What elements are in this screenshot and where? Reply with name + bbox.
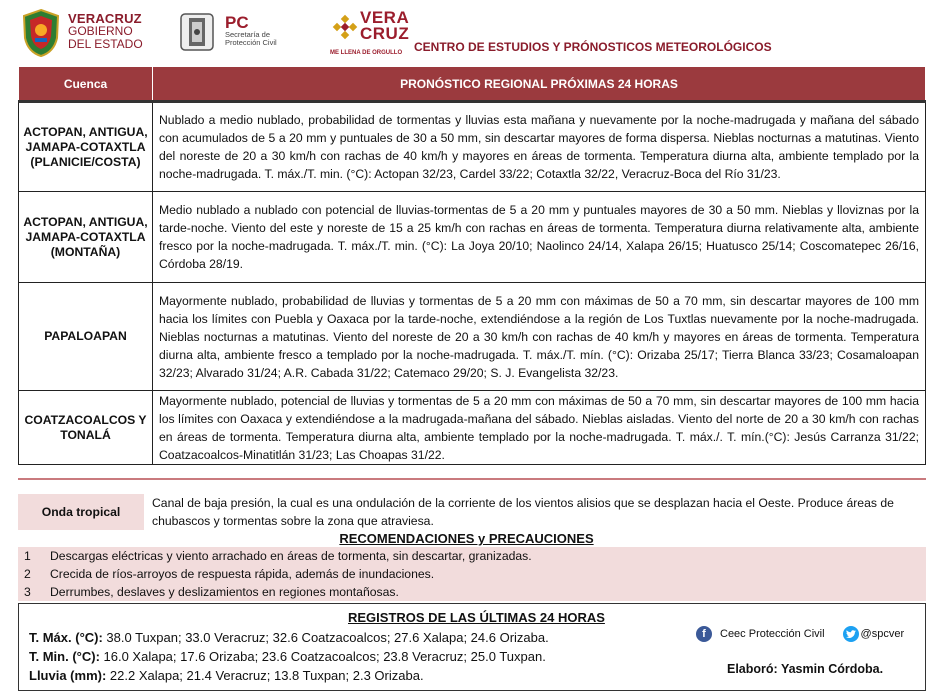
author-credit: Elaboró: Yasmin Córdoba. <box>727 662 884 676</box>
logo-vc-line1: VERA <box>360 8 410 27</box>
header <box>0 0 933 64</box>
logo-vc-tagline: ME LLENA DE ORGULLO <box>330 50 403 56</box>
logo-veracruz-line2: GOBIERNO <box>68 24 133 38</box>
basin-forecast-text: Mayormente nublado, probabilidad de lluvias y tormentas de 5 a 20 mm con máximas de 50 a 70 mm, sin descartar mayores de 100 mm hacia los límites con Puebla y Oaxaca por la tarde-noche, extendiéndose a la región de Los Tuxtlas nuevamente por la noche-madrugada. Nieblas nocturnas a matutinas. Viento del noreste de 20 a 30 km/h con rachas de 40 km/h y mayores en áreas de tormenta. Temperatura diurna alta, ambiente fresco a templado por la noche-madrugada. T. máx./T. mín. (°C): Orizaba 25/17; Tierra Blanca 33/23; Cosamaloapan 32/23; Alvarado 31/24; A.R. Cabada 31/22; Catemaco 29/20; S. J. Evangelista 32/23. <box>153 283 926 391</box>
record-tmax <box>29 628 549 647</box>
logo-vc-line2: CRUZ <box>360 24 410 43</box>
recommendations-title: RECOMENDACIONES y PRECAUCIONES <box>339 531 594 546</box>
column-header-basin: Cuenca <box>19 67 153 102</box>
twitter-handle[interactable]: @spcver <box>860 628 905 640</box>
basin-name: COATZACOALCOS Y TONALÁ <box>19 391 153 465</box>
forecast-table <box>18 66 926 465</box>
table-row <box>19 283 926 391</box>
records-lines <box>29 628 549 685</box>
facebook-handle[interactable]: Ceec Protección Civil <box>720 628 825 640</box>
veracruz-star-logo <box>331 14 359 44</box>
list-item-number: 1 <box>24 549 31 563</box>
record-tmin <box>29 647 549 666</box>
list-item <box>18 565 926 583</box>
records-title: REGISTROS DE LAS ÚLTIMAS 24 HORAS <box>348 610 605 625</box>
basin-name: PAPALOAPAN <box>19 283 153 391</box>
pc-seal-logo <box>177 10 217 54</box>
record-tmax-label: T. Máx. (°C): <box>29 630 103 645</box>
list-item-text: Descargas eléctricas y viento arrachado en áreas de tormenta, sin descartar, granizadas. <box>50 549 532 563</box>
list-item-number: 3 <box>24 585 31 599</box>
twitter-icon[interactable] <box>843 626 859 642</box>
list-item-text: Derrumbes, deslaves y deslizamientos en regiones montañosas. <box>50 585 399 599</box>
veracruz-brand-text <box>360 10 409 42</box>
center-title: CENTRO DE ESTUDIOS Y PRÓNOSTICOS METEOROLÓGICOS <box>414 40 772 54</box>
basin-name: ACTOPAN, ANTIGUA, JAMAPA-COTAXTLA (PLANICIE/COSTA) <box>19 102 153 192</box>
record-tmin-values: 16.0 Xalapa; 17.6 Orizaba; 23.6 Coatzacoalcos; 23.8 Veracruz; 25.0 Tuxpan. <box>99 649 546 664</box>
record-rain-label: Lluvia (mm): <box>29 668 107 683</box>
record-tmin-label: T. Min. (°C): <box>29 649 100 664</box>
social-links <box>696 626 904 642</box>
record-rain <box>29 666 549 685</box>
forecast-section <box>18 66 926 465</box>
basin-forecast-text: Medio nublado a nublado con potencial de lluvias-tormentas de 5 a 20 mm y puntuales mayores de 30 a 50 mm. Nieblas y lloviznas por la tarde-noche. Viento del este y noreste de 15 a 25 km/h con rachas en áreas de tormenta. Temperatura diurna relativamente alta, ambiente fresco por la noche-madrugada. T. máx./T. min. (°C): La Joya 20/10; Naolinco 24/14, Xalapa 26/15; Huatusco 25/14; Coscomatepec 26/16, Córdoba 28/19. <box>153 192 926 283</box>
forecast-header-row <box>19 67 926 102</box>
tropical-wave-text: Canal de baja presión, la cual es una ondulación de la corriente de los vientos alisios que se desplazan hacia el Oeste. Produce áreas de chubascos y tormentas sobre la zona que atraviesa. <box>152 496 894 528</box>
basin-name: ACTOPAN, ANTIGUA, JAMAPA-COTAXTLA (MONTAÑA) <box>19 192 153 283</box>
record-tmax-values: 38.0 Tuxpan; 33.0 Veracruz; 32.6 Coatzacoalcos; 27.6 Xalapa; 24.6 Orizaba. <box>102 630 549 645</box>
table-row <box>19 102 926 192</box>
logo-pc-line1: Secretaría de <box>225 30 271 39</box>
record-rain-values: 22.2 Xalapa; 21.4 Veracruz; 13.8 Tuxpan; 2.3 Orizaba. <box>106 668 424 683</box>
veracruz-shield-logo <box>20 8 62 58</box>
section-divider <box>18 478 926 480</box>
logo-pc-line2: Protección Civil <box>225 38 277 47</box>
logo-veracruz-line3: DEL ESTADO <box>68 37 143 51</box>
tropical-wave-section <box>18 494 926 530</box>
basin-forecast-text: Mayormente nublado, potencial de lluvias y tormentas de 5 a 20 mm con máximas de 50 a 70 mm, sin descartar mayores de 100 mm hacia los límites con Oaxaca y extendiéndose a la madrugada-mañana del sábado. Nieblas aisladas. Viento del norte de 20 a 30 km/h con rachas en áreas de tormenta. Temperatura diurna alta, ambiente templado por la noche-madrugada. T. máx./. T. mín.(°C): Jesús Carranza 31/22; Coatzacoalcos-Minatitlán 31/23; Las Choapas 31/22. <box>153 391 926 465</box>
records-box <box>18 603 926 691</box>
list-item <box>18 547 926 565</box>
records-title-row <box>19 609 927 627</box>
logo-pc-abbr: PC <box>225 13 249 32</box>
column-header-forecast: PRONÓSTICO REGIONAL PRÓXIMAS 24 HORAS <box>153 67 926 102</box>
table-row <box>19 192 926 283</box>
recommendations-list <box>18 547 926 601</box>
logo-veracruz-line1: VERACRUZ <box>68 11 142 26</box>
veracruz-logo-text <box>68 12 143 51</box>
list-item-number: 2 <box>24 567 31 581</box>
pc-logo-text <box>225 14 277 47</box>
facebook-icon[interactable]: f <box>696 626 712 642</box>
list-item <box>18 583 926 601</box>
basin-forecast-text: Nublado a medio nublado, probabilidad de tormentas y lluvias esta mañana y nuevamente por la noche-madrugada y mañana del sábado con acumulados de 5 a 20 mm y puntuales de 30 a 50 mm, sin descartar mayores de forma dispersa. Nieblas nocturnas a matutinas. Viento del noreste de 20 a 30 km/h con rachas de 40 km/h y mayores en áreas de tormenta. Temperatura diurna alta, ambiente templado por la noche-madrugada. T. máx./T. min. (°C): Actopan 32/23, Cardel 33/22; Cotaxtla 32/22, Veracruz-Boca del Río 31/23. <box>153 102 926 192</box>
list-item-text: Crecida de ríos-arroyos de respuesta rápida, además de inundaciones. <box>50 567 435 581</box>
tropical-wave-label: Onda tropical <box>18 494 144 530</box>
table-row <box>19 391 926 465</box>
